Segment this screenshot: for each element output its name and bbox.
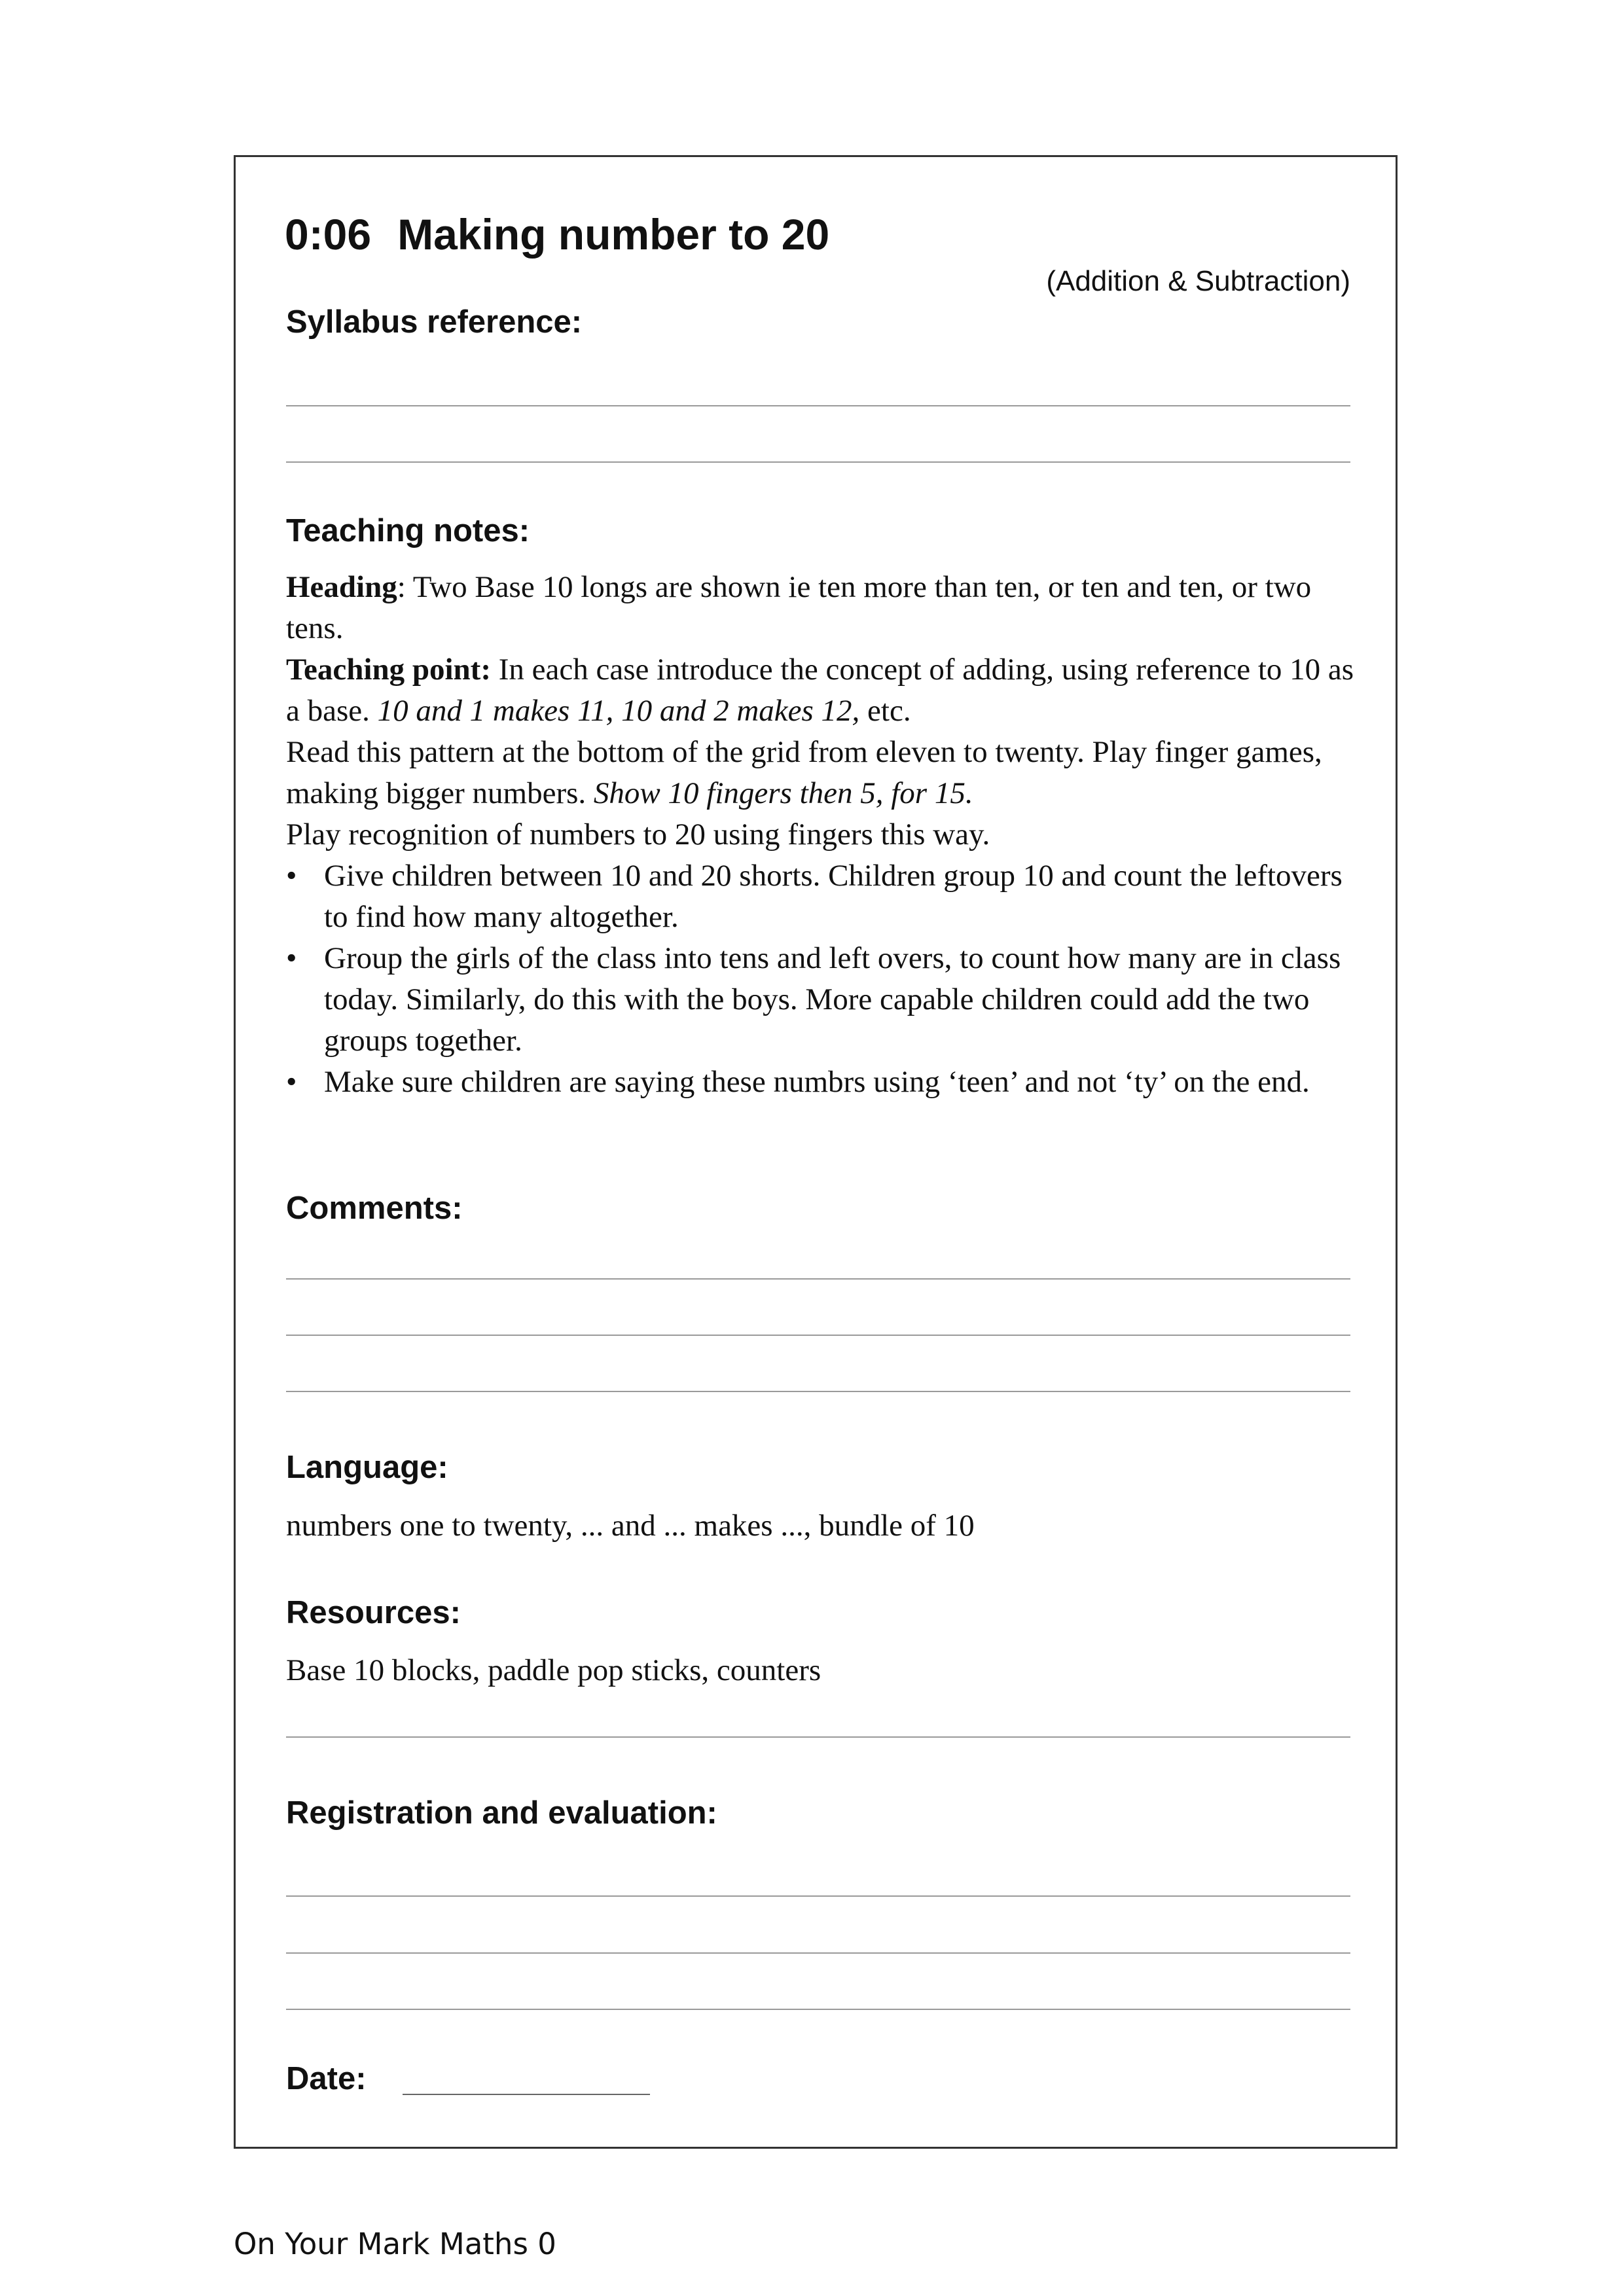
language-text: numbers one to twenty, ... and ... makes ..., bundle of 10 <box>286 1509 975 1543</box>
bullet-icon: • <box>286 859 297 893</box>
activity-item <box>286 1062 1360 1103</box>
pattern-example: Show 10 fingers then 5, for 15. <box>593 776 973 810</box>
activity-item-text: Make sure children are saying these numbrs using ‘teen’ and not ‘ty’ on the end. <box>324 1065 1310 1099</box>
heading-note <box>286 567 1360 649</box>
strand-label: (Addition & Subtraction) <box>1046 265 1350 297</box>
date-label: Date: <box>286 2061 367 2096</box>
registration-line-2 <box>286 1952 1350 1954</box>
resources-label: Resources: <box>286 1595 461 1630</box>
teaching-point-text: In each case introduce the concept of adding, using reference to 10 as a base. <box>286 653 1354 728</box>
registration-label: Registration and evaluation: <box>286 1795 717 1831</box>
activity-item <box>286 938 1360 1062</box>
worksheet-frame <box>234 155 1398 2149</box>
recognition-note: Play recognition of numbers to 20 using fingers this way. <box>286 817 990 852</box>
activity-item-text: Give children between 10 and 20 shorts. Children group 10 and count the leftovers to find how many altogether. <box>324 859 1343 934</box>
resources-line <box>286 1736 1350 1738</box>
bullet-icon: • <box>286 1065 297 1099</box>
date-input-line[interactable] <box>403 2094 650 2095</box>
bullet-icon: • <box>286 941 297 975</box>
activity-item-text: Group the girls of the class into tens and left overs, to count how many are in class today. Similarly, do this with the boys. More capable children could add the two groups together. <box>324 941 1341 1058</box>
pattern-text: Read this pattern at the bottom of the grid from eleven to twenty. Play finger games, making bigger numbers. <box>286 735 1322 810</box>
teaching-point-label: Teaching point: <box>286 653 491 687</box>
pattern-note <box>286 732 1360 814</box>
heading-note-label: Heading <box>286 570 397 604</box>
lesson-code: 0:06 <box>285 210 372 259</box>
syllabus-line-1 <box>286 405 1350 406</box>
language-label: Language: <box>286 1450 448 1485</box>
teaching-point-example: 10 and 1 makes 11, 10 and 2 makes 12, <box>377 694 860 728</box>
registration-line-3 <box>286 2009 1350 2010</box>
page-title <box>285 209 829 259</box>
comments-line-1 <box>286 1278 1350 1280</box>
teaching-point-tail: etc. <box>859 694 911 728</box>
heading-note-text: : Two Base 10 longs are shown ie ten more than ten, or ten and ten, or two tens. <box>286 570 1312 645</box>
comments-line-3 <box>286 1391 1350 1392</box>
activity-item <box>286 855 1360 938</box>
resources-text: Base 10 blocks, paddle pop sticks, counters <box>286 1653 821 1687</box>
lesson-title: Making number to 20 <box>397 210 830 259</box>
comments-line-2 <box>286 1335 1350 1336</box>
syllabus-line-2 <box>286 461 1350 463</box>
teaching-notes-body <box>286 567 1360 1103</box>
teaching-notes-label: Teaching notes: <box>286 513 530 548</box>
teaching-point-note <box>286 649 1360 732</box>
comments-label: Comments: <box>286 1191 463 1226</box>
activity-list <box>286 855 1360 1103</box>
registration-line-1 <box>286 1895 1350 1897</box>
page-footer: On Your Mark Maths 0 <box>234 2227 556 2261</box>
syllabus-reference-label: Syllabus reference: <box>286 304 583 340</box>
